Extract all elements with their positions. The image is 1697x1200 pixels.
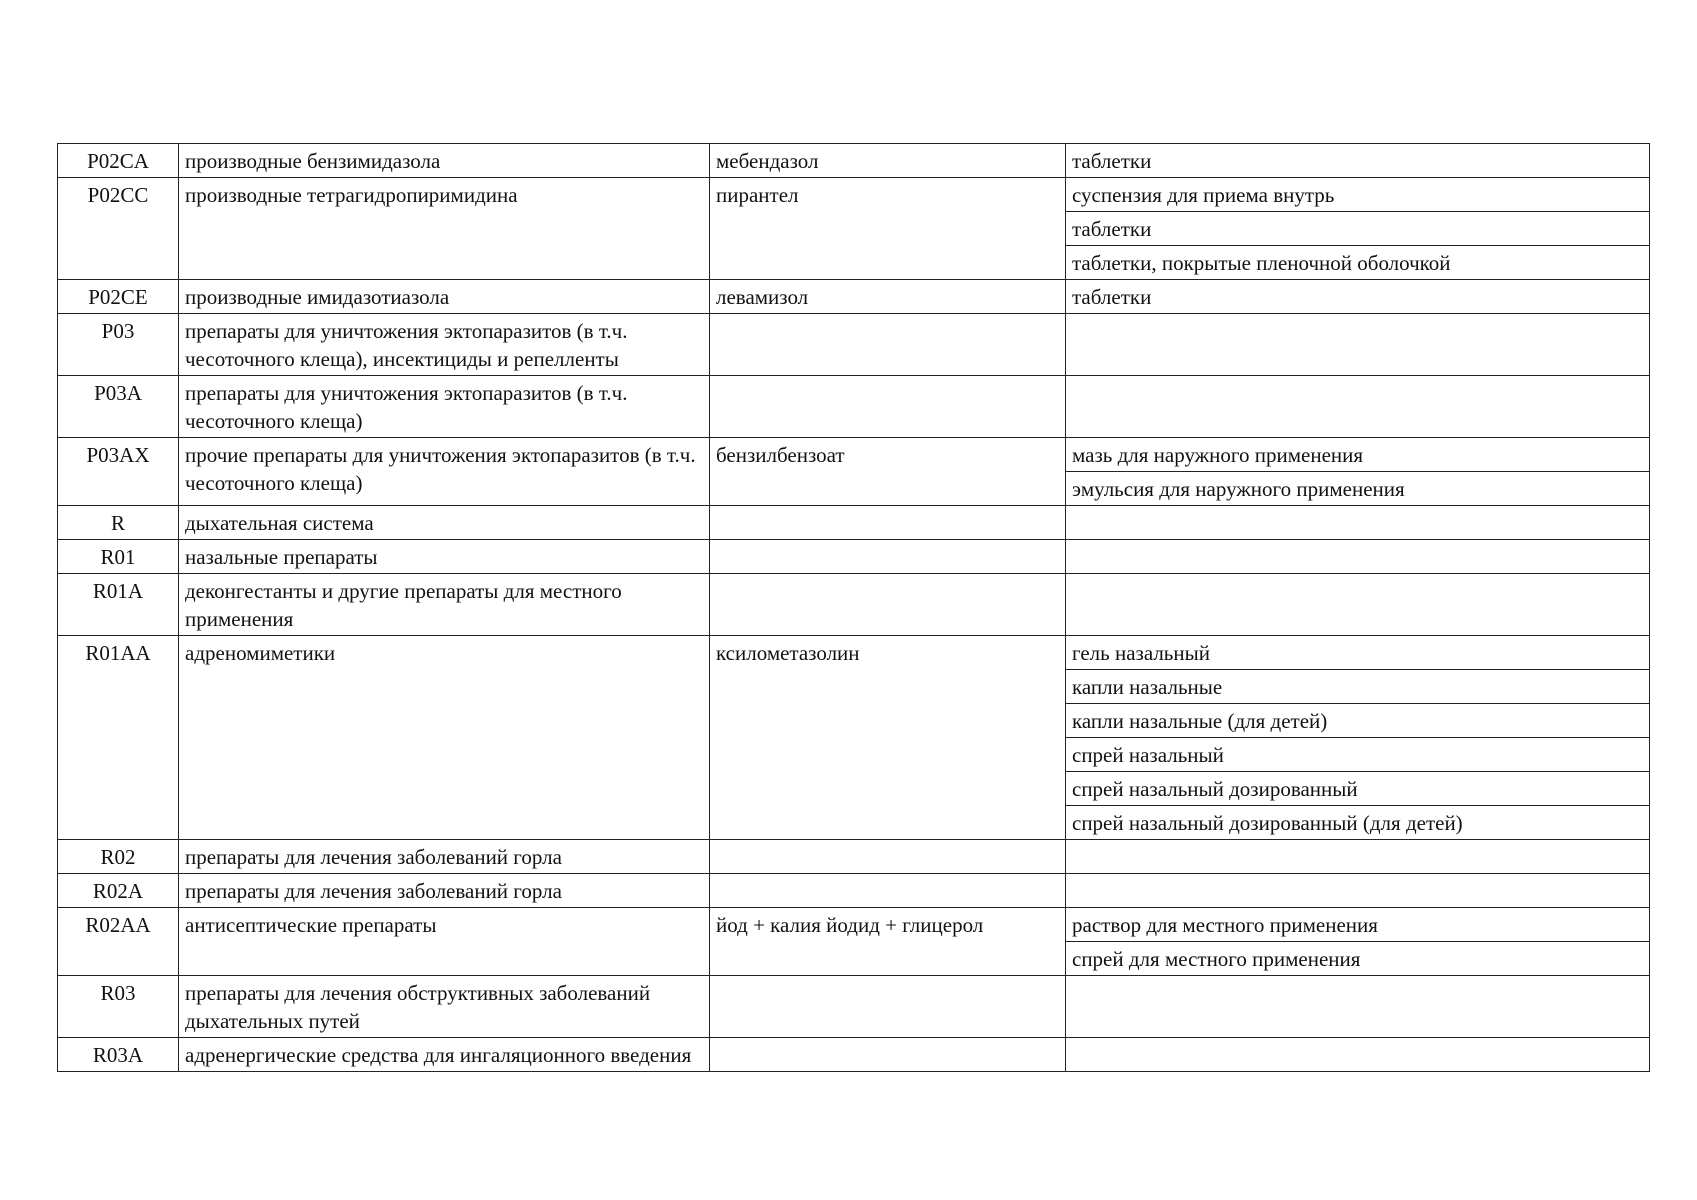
- dosage-form-cell: [1066, 1038, 1650, 1072]
- table-row: [58, 976, 1650, 1038]
- atc-code-cell: R02A: [58, 874, 179, 908]
- anatomic-group-cell: производные имидазотиазола: [179, 280, 710, 314]
- drug-name-cell: [710, 574, 1066, 636]
- dosage-form-cell: [1066, 874, 1650, 908]
- anatomic-group-cell: препараты для уничтожения эктопаразитов (в т.ч. чесоточного клеща): [179, 376, 710, 438]
- drug-table-body: [58, 144, 1650, 1072]
- atc-code-cell: R03A: [58, 1038, 179, 1072]
- anatomic-group-cell: адренергические средства для ингаляционного введения: [179, 1038, 710, 1072]
- dosage-form-cell: капли назальные: [1066, 670, 1650, 704]
- drug-name-cell: [710, 840, 1066, 874]
- dosage-form-cell: капли назальные (для детей): [1066, 704, 1650, 738]
- table-row: [58, 574, 1650, 636]
- dosage-form-cell: спрей для местного применения: [1066, 942, 1650, 976]
- table-row: [58, 178, 1650, 212]
- drug-table: [57, 143, 1650, 1072]
- atc-code-cell: R01AA: [58, 636, 179, 840]
- atc-code-cell: R: [58, 506, 179, 540]
- anatomic-group-cell: производные тетрагидропиримидина: [179, 178, 710, 280]
- dosage-form-cell: спрей назальный: [1066, 738, 1650, 772]
- table-row: [58, 314, 1650, 376]
- drug-name-cell: левамизол: [710, 280, 1066, 314]
- anatomic-group-cell: препараты для уничтожения эктопаразитов (в т.ч. чесоточного клеща), инсектициды и репелленты: [179, 314, 710, 376]
- table-row: [58, 540, 1650, 574]
- dosage-form-cell: суспензия для приема внутрь: [1066, 178, 1650, 212]
- atc-code-cell: R02AA: [58, 908, 179, 976]
- drug-name-cell: ксилометазолин: [710, 636, 1066, 840]
- table-row: [58, 874, 1650, 908]
- drug-name-cell: пирантел: [710, 178, 1066, 280]
- anatomic-group-cell: прочие препараты для уничтожения эктопаразитов (в т.ч. чесоточного клеща): [179, 438, 710, 506]
- dosage-form-cell: таблетки: [1066, 144, 1650, 178]
- drug-name-cell: мебендазол: [710, 144, 1066, 178]
- drug-name-cell: [710, 314, 1066, 376]
- anatomic-group-cell: дыхательная система: [179, 506, 710, 540]
- dosage-form-cell: [1066, 376, 1650, 438]
- table-row: [58, 908, 1650, 942]
- table-row: [58, 376, 1650, 438]
- table-row: [58, 506, 1650, 540]
- dosage-form-cell: таблетки: [1066, 212, 1650, 246]
- drug-name-cell: йод + калия йодид + глицерол: [710, 908, 1066, 976]
- anatomic-group-cell: назальные препараты: [179, 540, 710, 574]
- atc-code-cell: P02CC: [58, 178, 179, 280]
- drug-name-cell: [710, 1038, 1066, 1072]
- anatomic-group-cell: адреномиметики: [179, 636, 710, 840]
- table-row: [58, 438, 1650, 472]
- anatomic-group-cell: препараты для лечения обструктивных заболеваний дыхательных путей: [179, 976, 710, 1038]
- table-row: [58, 144, 1650, 178]
- anatomic-group-cell: производные бензимидазола: [179, 144, 710, 178]
- dosage-form-cell: таблетки, покрытые пленочной оболочкой: [1066, 246, 1650, 280]
- anatomic-group-cell: антисептические препараты: [179, 908, 710, 976]
- anatomic-group-cell: препараты для лечения заболеваний горла: [179, 840, 710, 874]
- dosage-form-cell: мазь для наружного применения: [1066, 438, 1650, 472]
- dosage-form-cell: спрей назальный дозированный: [1066, 772, 1650, 806]
- dosage-form-cell: раствор для местного применения: [1066, 908, 1650, 942]
- atc-code-cell: P03: [58, 314, 179, 376]
- atc-code-cell: R03: [58, 976, 179, 1038]
- atc-code-cell: R01: [58, 540, 179, 574]
- atc-code-cell: P03A: [58, 376, 179, 438]
- atc-code-cell: P03AX: [58, 438, 179, 506]
- dosage-form-cell: [1066, 840, 1650, 874]
- table-row: [58, 280, 1650, 314]
- drug-name-cell: [710, 506, 1066, 540]
- anatomic-group-cell: деконгестанты и другие препараты для местного применения: [179, 574, 710, 636]
- dosage-form-cell: [1066, 976, 1650, 1038]
- dosage-form-cell: [1066, 506, 1650, 540]
- drug-name-cell: [710, 540, 1066, 574]
- drug-name-cell: бензилбензоат: [710, 438, 1066, 506]
- table-row: [58, 840, 1650, 874]
- anatomic-group-cell: препараты для лечения заболеваний горла: [179, 874, 710, 908]
- table-row: [58, 636, 1650, 670]
- dosage-form-cell: таблетки: [1066, 280, 1650, 314]
- atc-code-cell: R02: [58, 840, 179, 874]
- drug-name-cell: [710, 376, 1066, 438]
- dosage-form-cell: эмульсия для наружного применения: [1066, 472, 1650, 506]
- dosage-form-cell: гель назальный: [1066, 636, 1650, 670]
- dosage-form-cell: [1066, 314, 1650, 376]
- atc-code-cell: R01A: [58, 574, 179, 636]
- table-row: [58, 1038, 1650, 1072]
- dosage-form-cell: [1066, 574, 1650, 636]
- drug-name-cell: [710, 874, 1066, 908]
- atc-code-cell: P02CA: [58, 144, 179, 178]
- dosage-form-cell: спрей назальный дозированный (для детей): [1066, 806, 1650, 840]
- dosage-form-cell: [1066, 540, 1650, 574]
- drug-name-cell: [710, 976, 1066, 1038]
- atc-code-cell: P02CE: [58, 280, 179, 314]
